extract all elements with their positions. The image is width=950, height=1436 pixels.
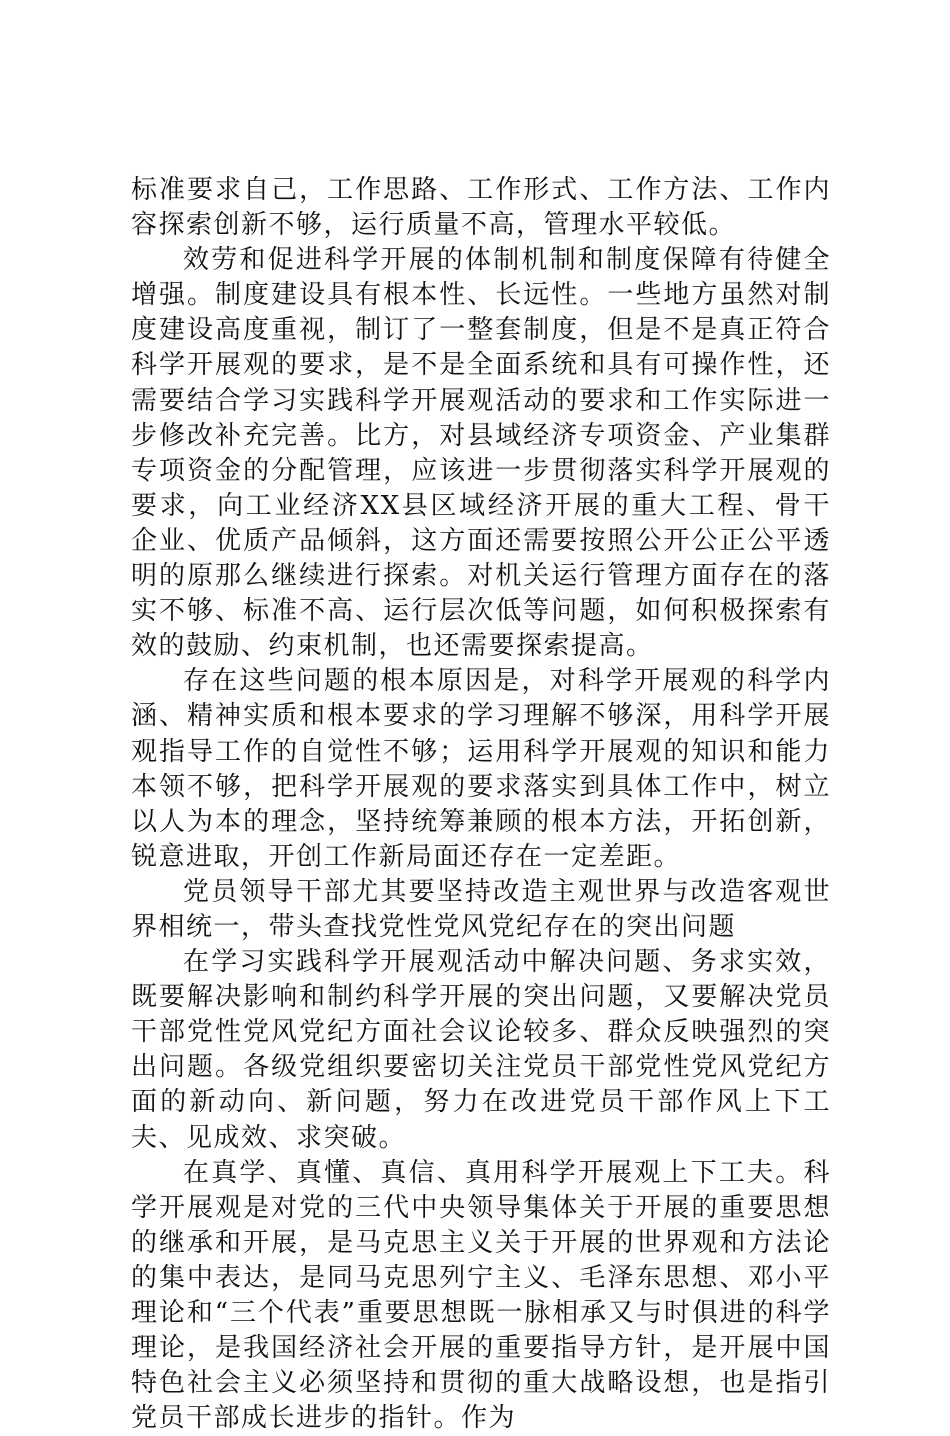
paragraph-2: 效劳和促进科学开展的体制机制和制度保障有待健全增强。制度建设具有根本性、长远性。一些地方虽然对制度建设高度重视，制订了一整套制度，但是不是真正符合科学开展观的要求，是不是全面系统和具有可操作性，还需要结合学习实践科学开展观活动的要求和工作实际进一步修改补充完善。比方，对县域经济专项资金、产业集群专项资金的分配管理，应该进一步贯彻落实科学开展观的要求，向工业经济XX县区域经济开展的重大工程、骨干企业、优质产品倾斜，这方面还需要按照公开公正公平透明的原那么继续进行探索。对机关运行管理方面存在的落实不够、标准不高、运行层次低等问题，如何积极探索有效的鼓励、约束机制，也还需要探索提高。: [131, 245, 831, 662]
paragraph-1: 标准要求自己，工作思路、工作形式、工作方法、工作内容探索创新不够，运行质量不高，管理水平较低。: [131, 175, 831, 241]
paragraph-6: 在真学、真懂、真信、真用科学开展观上下工夫。科学开展观是对党的三代中央领导集体关于开展的重要思想的继承和开展，是马克思主义关于开展的世界观和方法论的集中表达，是同马克思列宁主义、毛泽东思想、邓小平理论和“三个代表”重要思想既一脉相承又与时俱进的科学理论，是我国经济社会开展的重要指导方针，是开展中国特色社会主义必须坚持和贯彻的重大战略设想，也是指引党员干部成长进步的指针。作为: [131, 1157, 831, 1434]
paragraph-4-heading: 党员领导干部尤其要坚持改造主观世界与改造客观世界相统一，带头查找党性党风党纪存在的突出问题: [131, 876, 831, 942]
paragraph-3: 存在这些问题的根本原因是，对科学开展观的科学内涵、精神实质和根本要求的学习理解不够深，用科学开展观指导工作的自觉性不够；运用科学开展观的知识和能力本领不够，把科学开展观的要求落实到具体工作中，树立以人为本的理念，坚持统筹兼顾的根本方法，开拓创新，锐意进取，开创工作新局面还存在一定差距。: [131, 666, 831, 872]
paragraph-5: 在学习实践科学开展观活动中解决问题、务求实效，既要解决影响和制约科学开展的突出问题，又要解决党员干部党性党风党纪方面社会议论较多、群众反映强烈的突出问题。各级党组织要密切关注党员干部党性党风党纪方面的新动向、新问题，努力在改进党员干部作风上下工夫、见成效、求突破。: [131, 947, 831, 1153]
document-body: [131, 173, 831, 1436]
